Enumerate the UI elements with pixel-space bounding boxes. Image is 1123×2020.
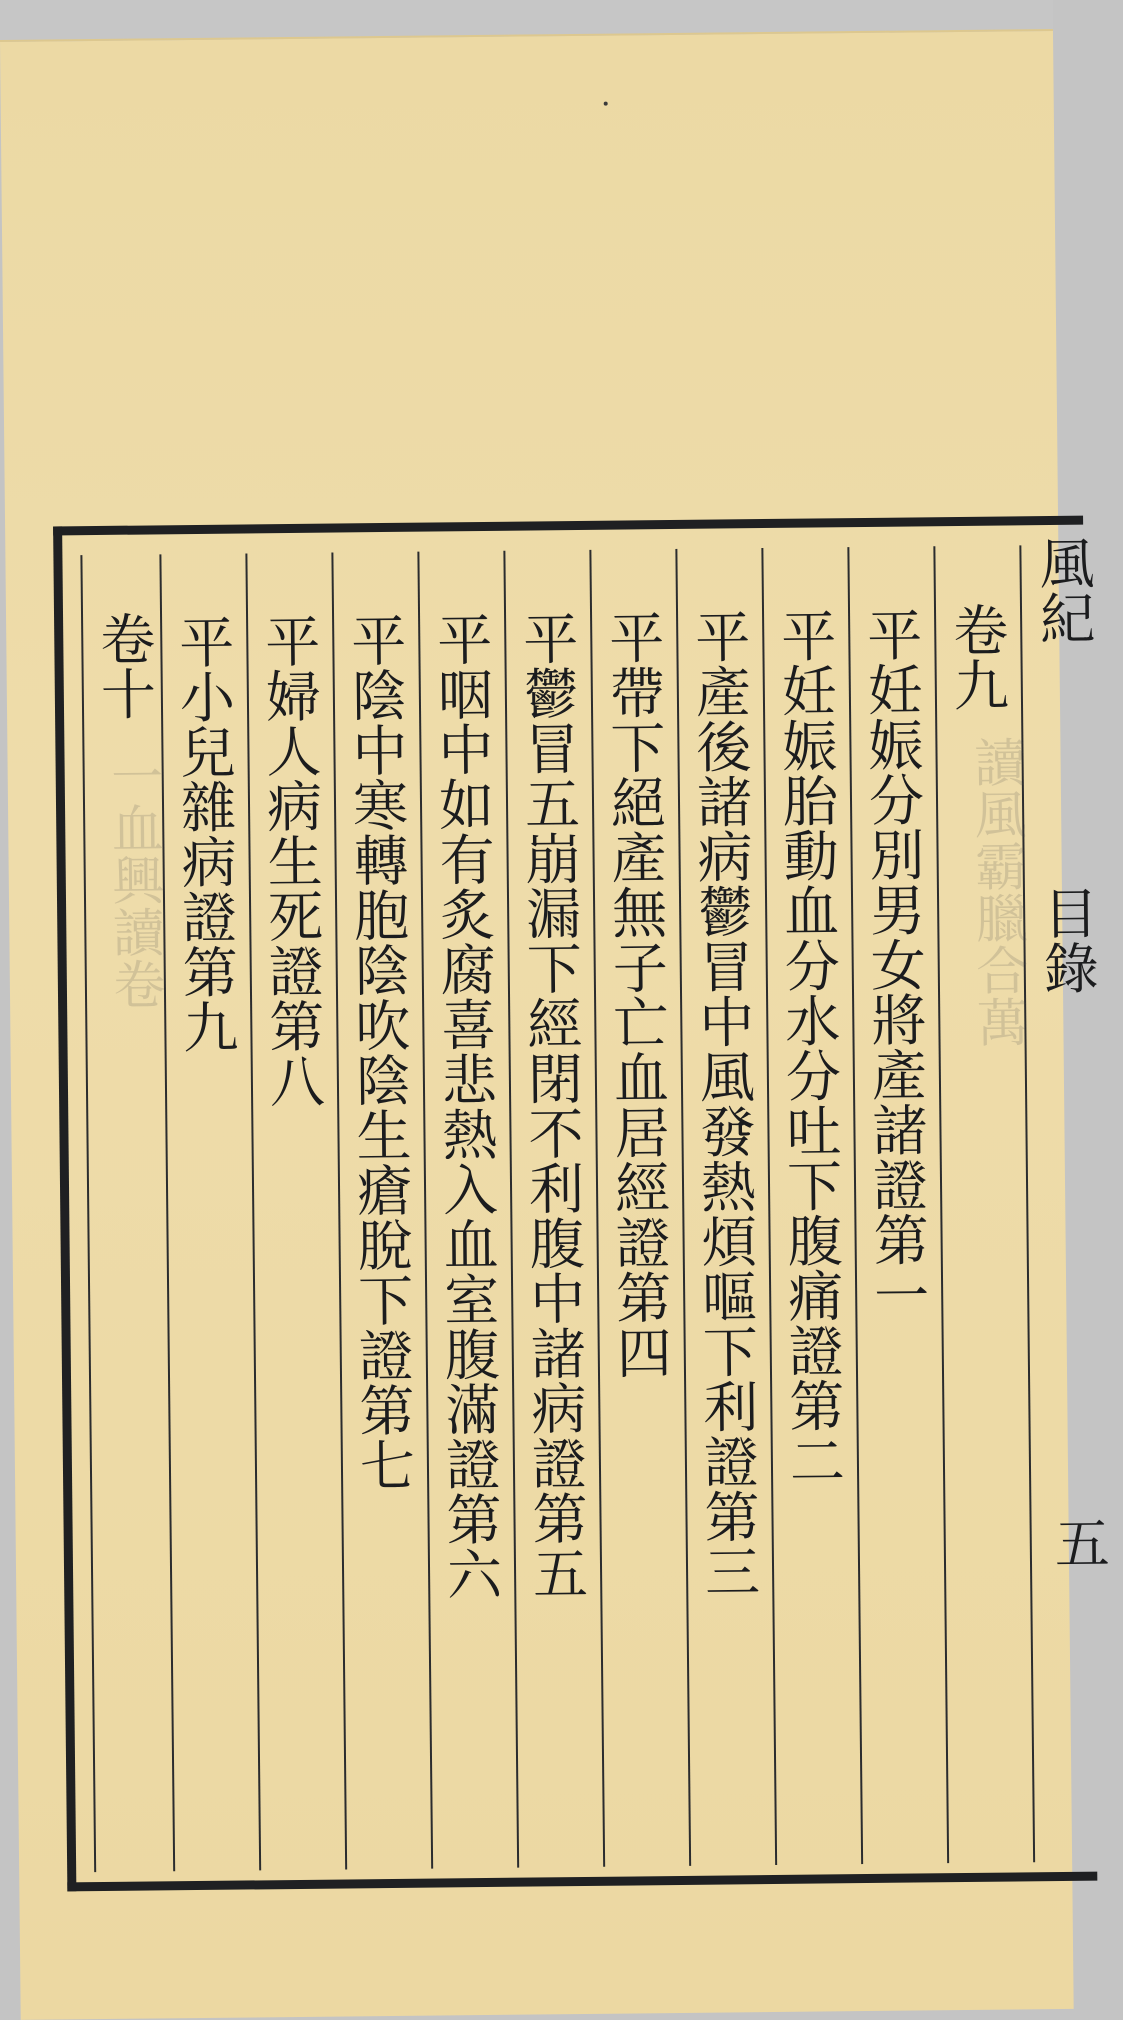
toc-entry-5: 平鬱冒五崩漏下經閉不利腹中諸病證第五 <box>514 609 589 1601</box>
paper-sheet <box>0 29 1111 2020</box>
ink-speck <box>604 102 608 106</box>
toc-entry-6: 平咽中如有炙腐喜悲熱入血室腹滿證第六 <box>428 610 503 1602</box>
cut-off-catalog-label: 目錄 <box>1033 884 1100 996</box>
show-through-text: 讀風霸臘合萬 <box>964 735 1028 1048</box>
printed-border-frame <box>53 516 1111 1892</box>
toc-entry-1: 平妊娠分別男女將產諸證第一 <box>857 606 930 1323</box>
cut-off-title: 風紀 <box>1030 534 1096 646</box>
toc-entry-4: 平帶下絕產無子亡血居經證第四 <box>599 609 673 1380</box>
toc-entry-8: 平婦人病生死證第八 <box>256 612 326 1109</box>
show-through-text: 一血興讀卷 <box>101 749 165 1010</box>
toc-entry-7: 平陰中寒轉胞陰吹陰生瘡脫下證第七 <box>342 611 416 1493</box>
cut-off-page-number: 五 <box>1045 1514 1111 1571</box>
volume-heading-9: 卷九 <box>943 601 1010 713</box>
toc-entry-9: 平小兒雜病證第九 <box>170 613 239 1055</box>
toc-entry-2: 平妊娠胎動血分水分吐下腹痛證第二 <box>771 607 846 1488</box>
toc-entry-3: 平產後諸病鬱冒中風發熱煩嘔下利證第三 <box>685 608 761 1599</box>
volume-heading-10: 卷十 <box>90 610 157 722</box>
